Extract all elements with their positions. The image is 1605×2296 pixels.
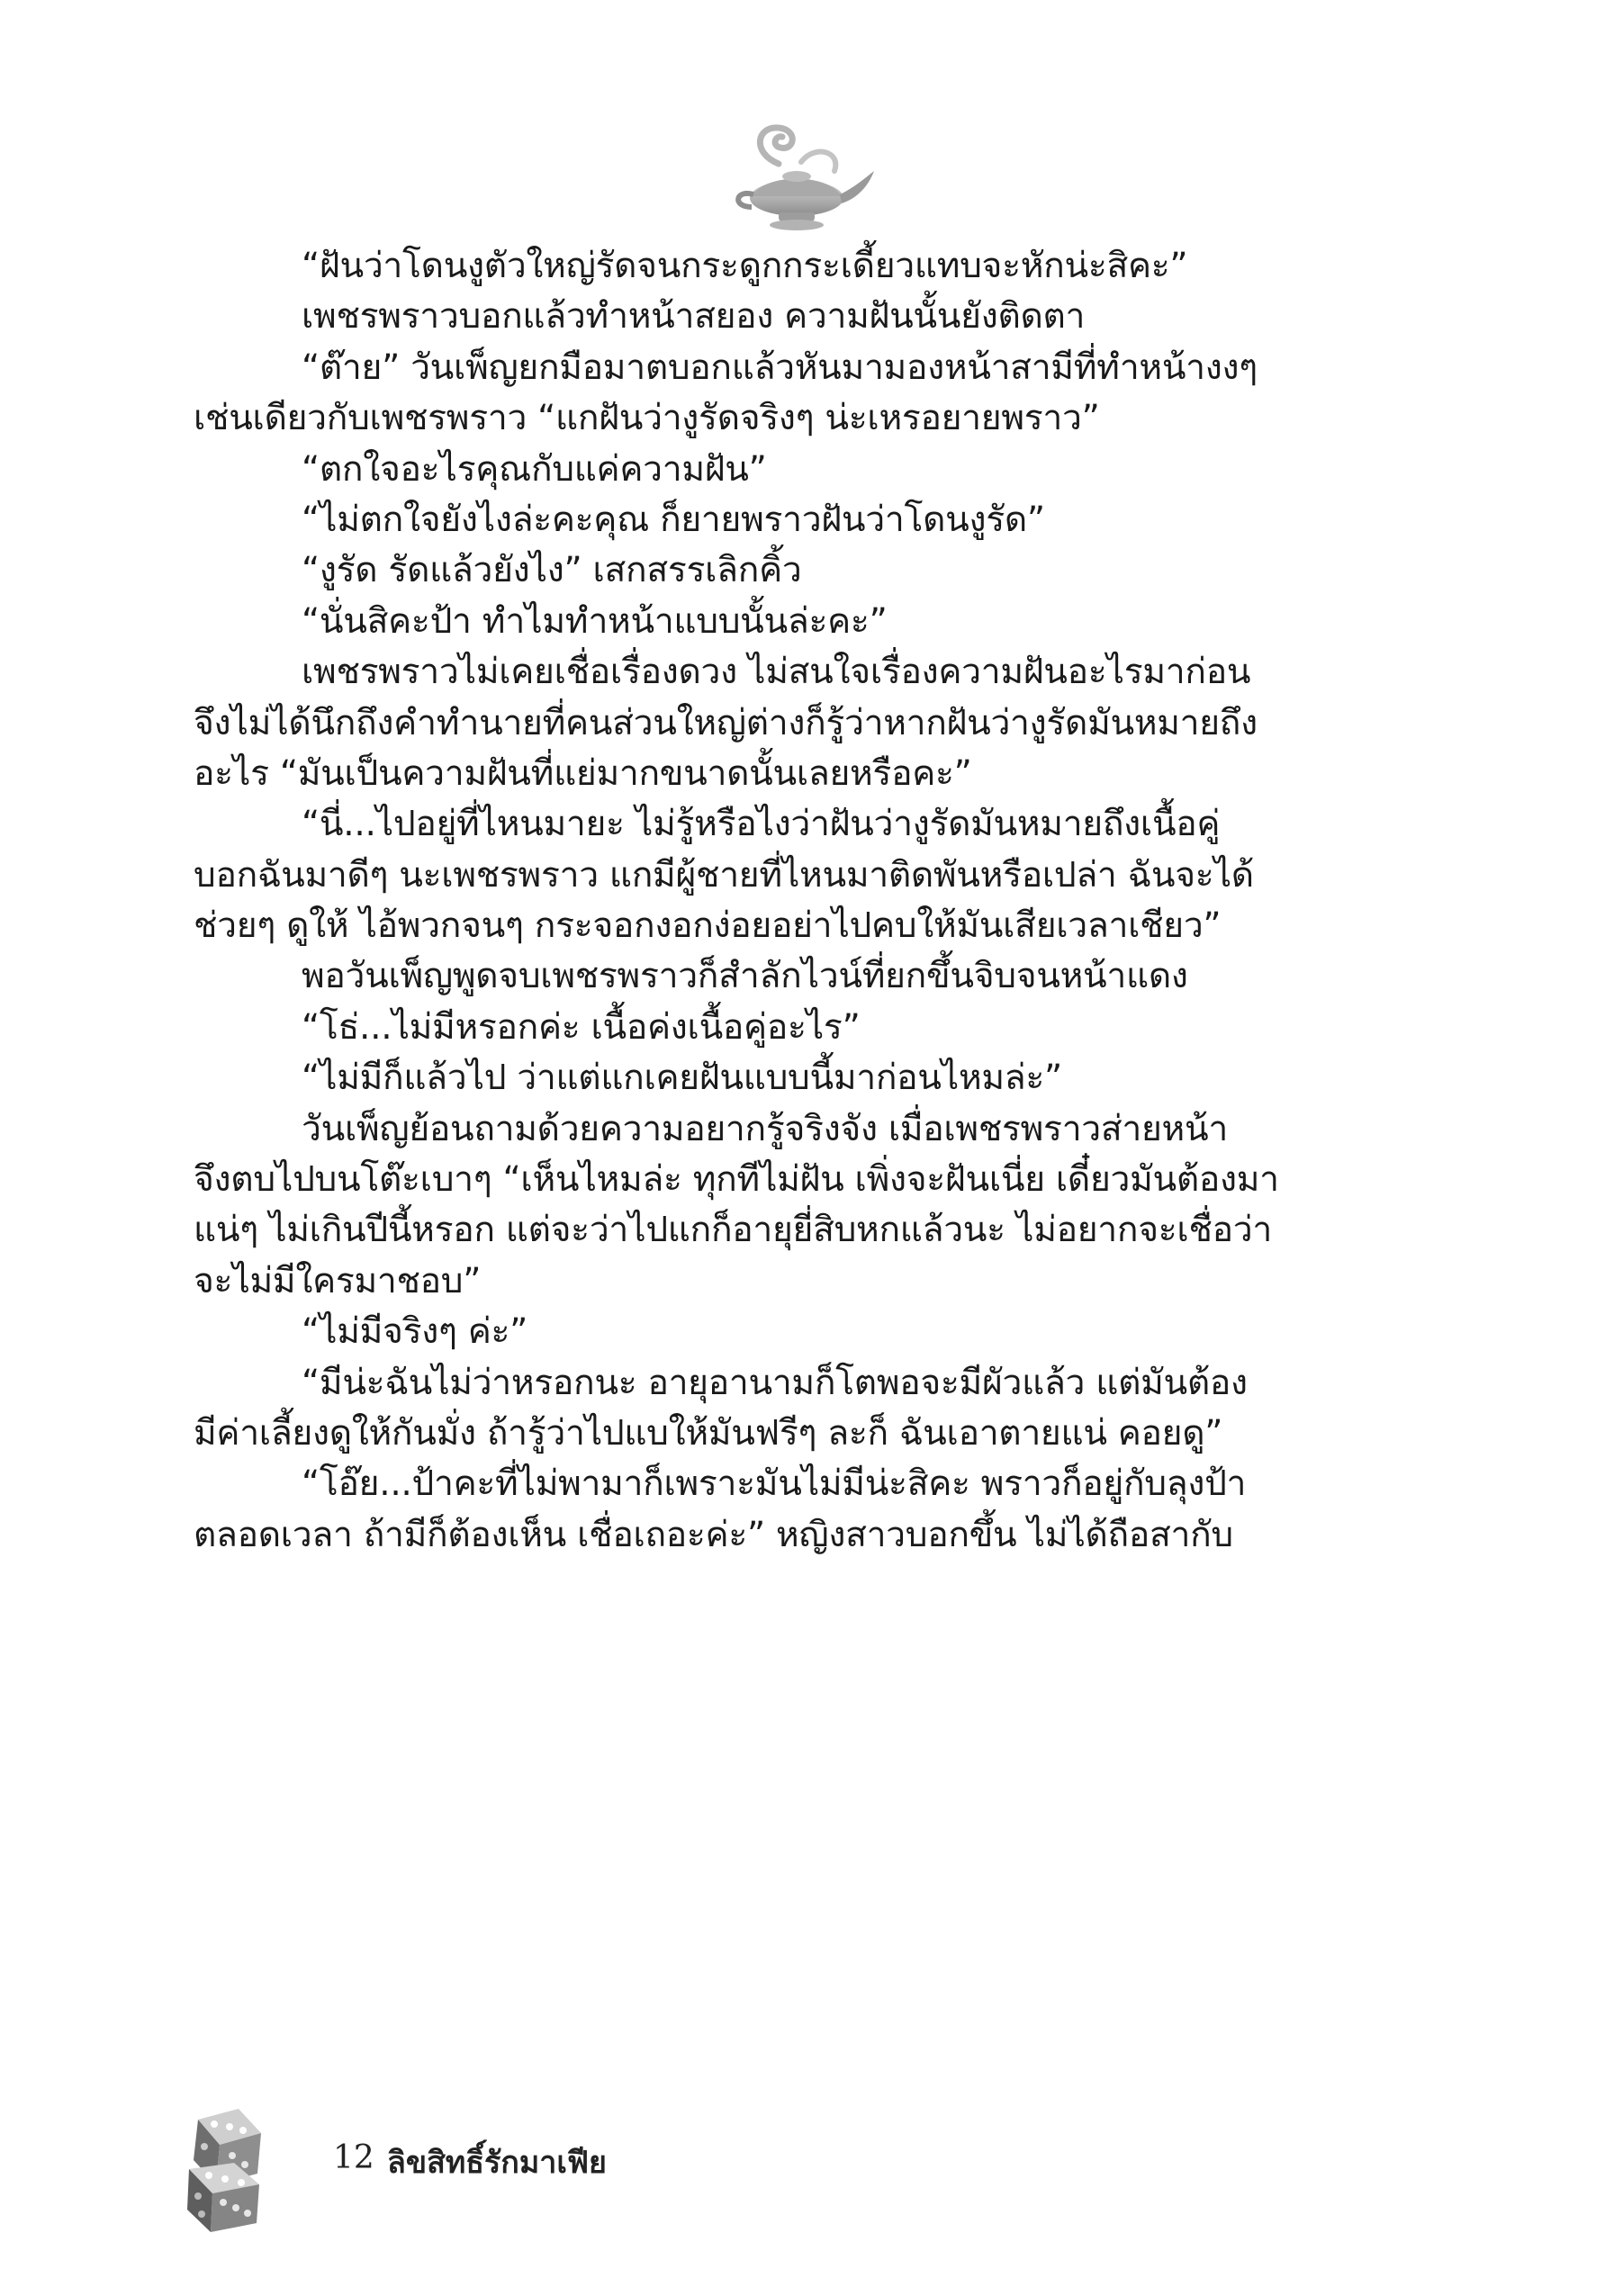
text-line: อะไร “มันเป็นความฝันที่แย่มากขนาดนั้นเลยหรือคะ” (194, 752, 972, 794)
text-line: “ไม่มีจริงๆ ค่ะ” (302, 1311, 528, 1353)
text-line: “ฝันว่าโดนงูตัวใหญ่รัดจนกระดูกกระเดี้ยวแทบจะหักน่ะสิคะ” (302, 246, 1188, 286)
text-line: เช่นเดียวกับเพชรพราว “แกฝันว่างูรัดจริงๆ น่ะเหรอยายพราว” (194, 398, 1100, 439)
text-line: ตลอดเวลา ถ้ามีก็ต้องเห็น เชื่อเถอะค่ะ” หญิงสาวบอกขึ้น ไม่ได้ถือสากับ (194, 1514, 1233, 1555)
text-line: มีค่าเลี้ยงดูให้กันมั่ง ถ้ารู้ว่าไปแบให้มันฟรีๆ ละก็ ฉันเอาตายแน่ คอยดู” (194, 1412, 1223, 1454)
genie-lamp-icon (716, 108, 878, 234)
text-line: “งูรัด รัดแล้วยังไง” เสกสรรเลิกคิ้ว (302, 550, 802, 591)
text-line: บอกฉันมาดีๆ นะเพชรพราว แกมีผู้ชายที่ไหนมาติดพันหรือเปล่า ฉันจะได้ (194, 854, 1254, 896)
text-line: แน่ๆ ไม่เกินปีนี้หรอก แต่จะว่าไปแกก็อายุยี่สิบหกแล้วนะ ไม่อยากจะเชื่อว่า (194, 1210, 1272, 1251)
text-line: “ต๊าย” วันเพ็ญยกมือมาตบอกแล้วหันมามองหน้าสามีที่ทำหน้างงๆ (302, 347, 1258, 388)
text-line: “โอ๊ย...ป้าคะที่ไม่พามาก็เพราะมันไม่มีน่ะสิคะ พราวก็อยู่กับลุงป้า (302, 1463, 1247, 1505)
text-line: “นั่นสิคะป้า ทำไมทำหน้าแบบนั้นล่ะคะ” (302, 600, 888, 642)
body-text (194, 241, 1337, 1561)
text-line: “ไม่ตกใจยังไงล่ะคะคุณ ก็ยายพราวฝันว่าโดนงูรัด” (302, 499, 1045, 540)
text-line: “มีน่ะฉันไม่ว่าหรอกนะ อายุอานามก็โตพอจะมีผัวแล้ว แต่มันต้อง (302, 1362, 1248, 1403)
book-title: ลิขสิทธิ์รักมาเฟีย (387, 2145, 607, 2181)
text-line: ช่วยๆ ดูให้ ไอ้พวกจนๆ กระจอกงอกง่อยอย่าไปคบให้มันเสียเวลาเชียว” (194, 905, 1222, 947)
text-line: “นี่...ไปอยู่ที่ไหนมายะ ไม่รู้หรือไงว่าฝันว่างูรัดมันหมายถึงเนื้อคู่ (302, 804, 1221, 845)
text-line: จึงไม่ได้นึกถึงคำทำนายที่คนส่วนใหญ่ต่างก็รู้ว่าหากฝันว่างูรัดมันหมายถึง (194, 702, 1258, 743)
text-line: เพชรพราวไม่เคยเชื่อเรื่องดวง ไม่สนใจเรื่องความฝันอะไรมาก่อน (302, 652, 1251, 693)
text-line: “ตกใจอะไรคุณกับแค่ความฝัน” (302, 448, 767, 490)
dice-icon (162, 2102, 306, 2237)
text-line: เพชรพราวบอกแล้วทำหน้าสยอง ความฝันนั้นยังติดตา (302, 296, 1086, 338)
text-line: จะไม่มีใครมาชอบ” (194, 1260, 482, 1301)
text-line: “โธ่...ไม่มีหรอกค่ะ เนื้อค่งเนื้อคู่อะไร” (302, 1006, 861, 1048)
page-footer (162, 2102, 792, 2246)
text-line: จึงตบไปบนโต๊ะเบาๆ “เห็นไหมล่ะ ทุกทีไม่ฝัน เพิ่งจะฝันเนี่ย เดี๋ยวมันต้องมา (194, 1159, 1279, 1201)
text-line: พอวันเพ็ญพูดจบเพชรพราวก็สำลักไวน์ที่ยกขึ้นจิบจนหน้าแดง (302, 956, 1188, 997)
page-number: 12 (333, 2139, 374, 2176)
text-line: วันเพ็ญย้อนถามด้วยความอยากรู้จริงจัง เมื่อเพชรพราวส่ายหน้า (302, 1108, 1228, 1149)
text-line: “ไม่มีก็แล้วไป ว่าแต่แกเคยฝันแบบนี้มาก่อนไหมล่ะ” (302, 1058, 1062, 1099)
